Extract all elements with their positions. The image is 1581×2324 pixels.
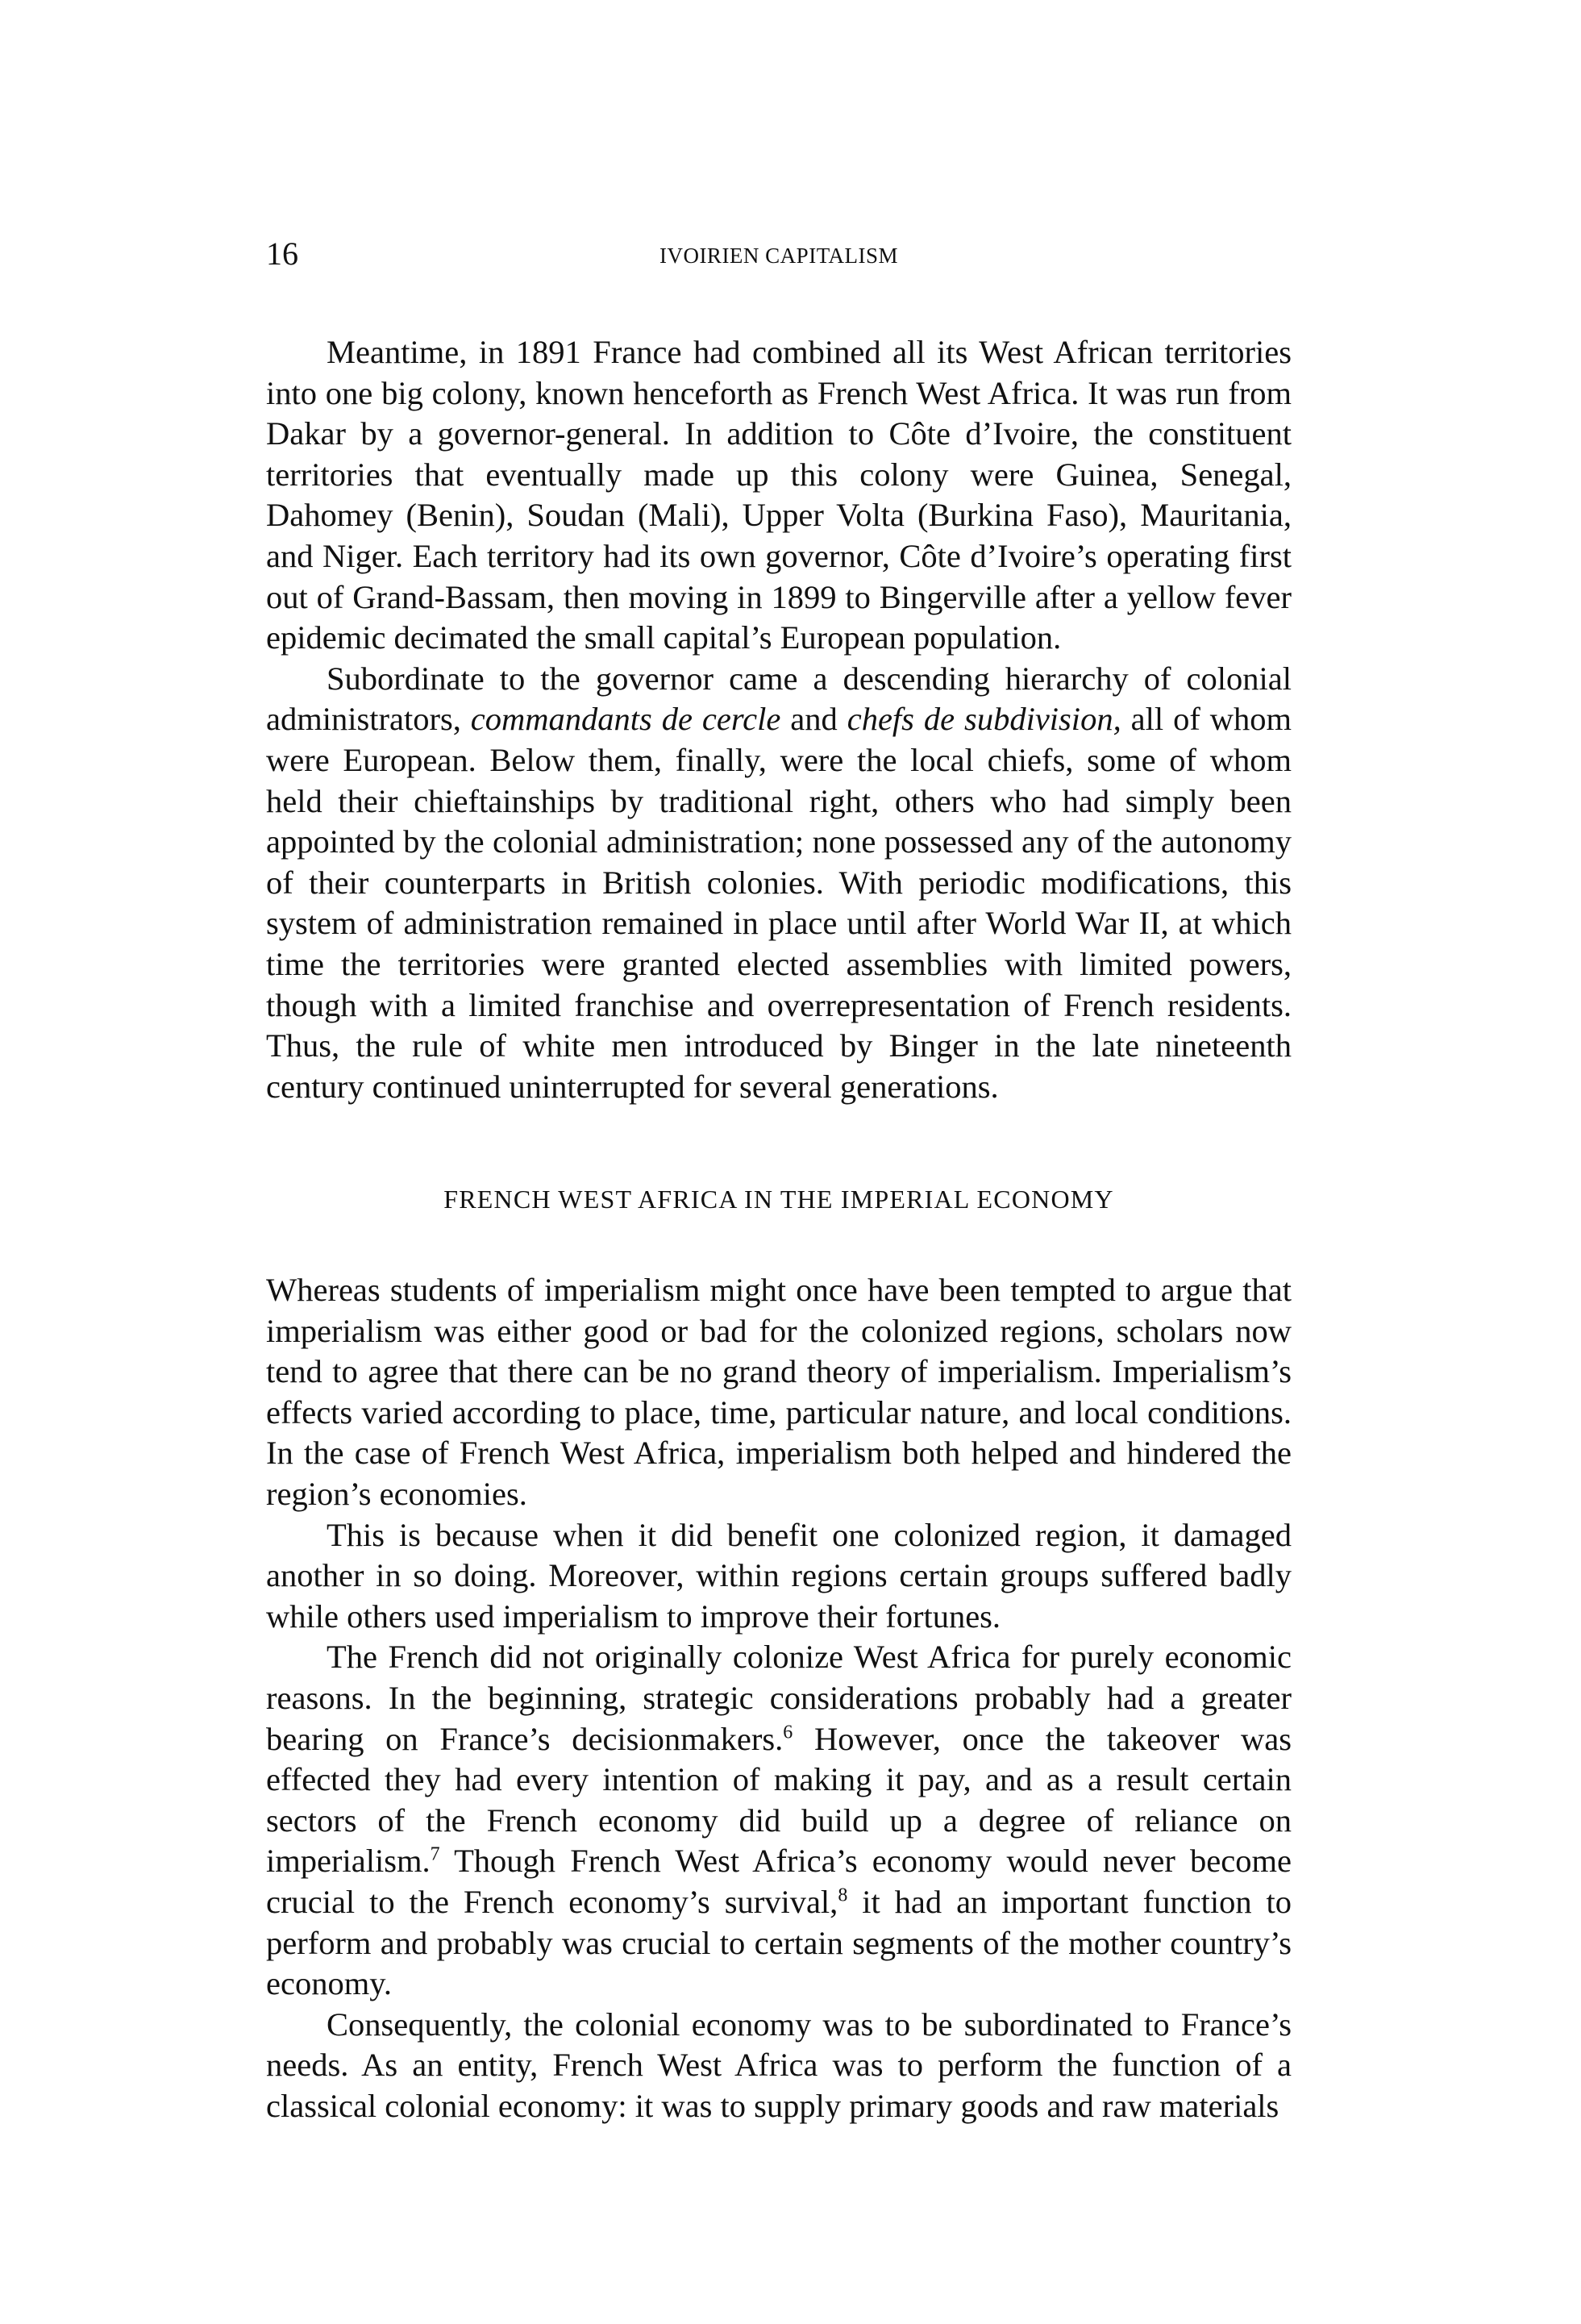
paragraph-subordinate-text-c: all of whom were European. Below them, finally, were the local chiefs, some of whom held their chieftainships by traditional right, others who had simply been appointed by the colonial administration; none possessed any of the autonomy of their counterparts in British colonies. With periodic modifications, this system of administration remained in place until after World War II, at which time the territories were granted elected assemblies with limited powers, though with a limited franchise and overrepresentation of French residents. Thus, the rule of white men introduced by Binger in the late nineteenth century continued uninterrupted for several generations.: [266, 701, 1292, 1105]
paragraph-subordinate: [266, 659, 1292, 1108]
footnote-ref-7: 7: [430, 1843, 440, 1865]
paragraph-this-is-because: This is because when it did benefit one colonized region, it damaged another in so doing. Moreover, within regions certain groups suffered badly while others used imperialism to improve their fortunes.: [266, 1516, 1292, 1635]
paragraph-french-did-not: [266, 1637, 1292, 2004]
paragraph-consequently: Consequently, the colonial economy was to be subordinated to France’s needs. As an entity, French West Africa was to perform the function of a classical colonial economy: it was to supply primary goods and raw materials: [266, 2005, 1292, 2124]
italic-term-chefs: chefs de subdivision,: [847, 701, 1121, 738]
section-heading: FRENCH WEST AFRICA IN THE IMPERIAL ECONOMY: [443, 1185, 1114, 1214]
body-text-section-2: [266, 1270, 1292, 2126]
footnote-ref-8: 8: [838, 1885, 848, 1906]
body-text-section-1: [266, 332, 1292, 1107]
paragraph-whereas: Whereas students of imperialism might once have been tempted to argue that imperialism was either good or bad for the colonized regions, scholars now tend to agree that there can be no grand theory of imperialism. Imperialism’s effects varied according to place, time, particular nature, and local conditions. In the case of French West Africa, imperialism both helped and hindered the region’s economies.: [266, 1272, 1292, 1512]
paragraph-meantime: Meantime, in 1891 France had combined all its West African territories into one big colony, known henceforth as French West Africa. It was run from Dakar by a governor-general. In addition to Côte d’Ivoire, the constituent territories that eventually made up this colony were Guinea, Senegal, Dahomey (Benin), Soudan (Mali), Upper Volta (Burkina Faso), Mauritania, and Niger. Each territory had its own governor, Côte d’Ivoire’s operating first out of Grand-Bassam, then moving in 1899 to Bingerville after a yellow fever epidemic decimated the small capital’s European population.: [266, 334, 1292, 656]
paragraph-french-text-b: However, once the takeover was effected they had every intention of making it pay, and as a result certain sectors of the French economy did build up a degree of reliance on imperialism.: [266, 1720, 1292, 1880]
running-title: IVOIRIEN CAPITALISM: [659, 244, 899, 268]
paragraph-subordinate-text-a: Subordinate to the governor came a descending hierarchy of colonial administrators,: [266, 660, 1292, 738]
footnote-ref-6: 6: [783, 1722, 793, 1743]
paragraph-french-text-d: it had an important function to perform and probably was crucial to certain segments of the mother country’s economy.: [266, 1883, 1292, 2002]
paragraph-french-text-a: The French did not originally colonize West Africa for purely economic reasons. In the beginning, strategic considerations probably had a greater bearing on France’s decisionmakers.: [266, 1639, 1292, 1757]
paragraph-subordinate-text-b: and: [780, 701, 847, 738]
paragraph-french-text-c: Though French West Africa’s economy would never become crucial to the French economy’s survival,: [266, 1843, 1292, 1920]
running-head: [266, 234, 1292, 274]
page-number: 16: [266, 235, 298, 272]
italic-term-commandants: commandants de cercle: [470, 701, 781, 738]
